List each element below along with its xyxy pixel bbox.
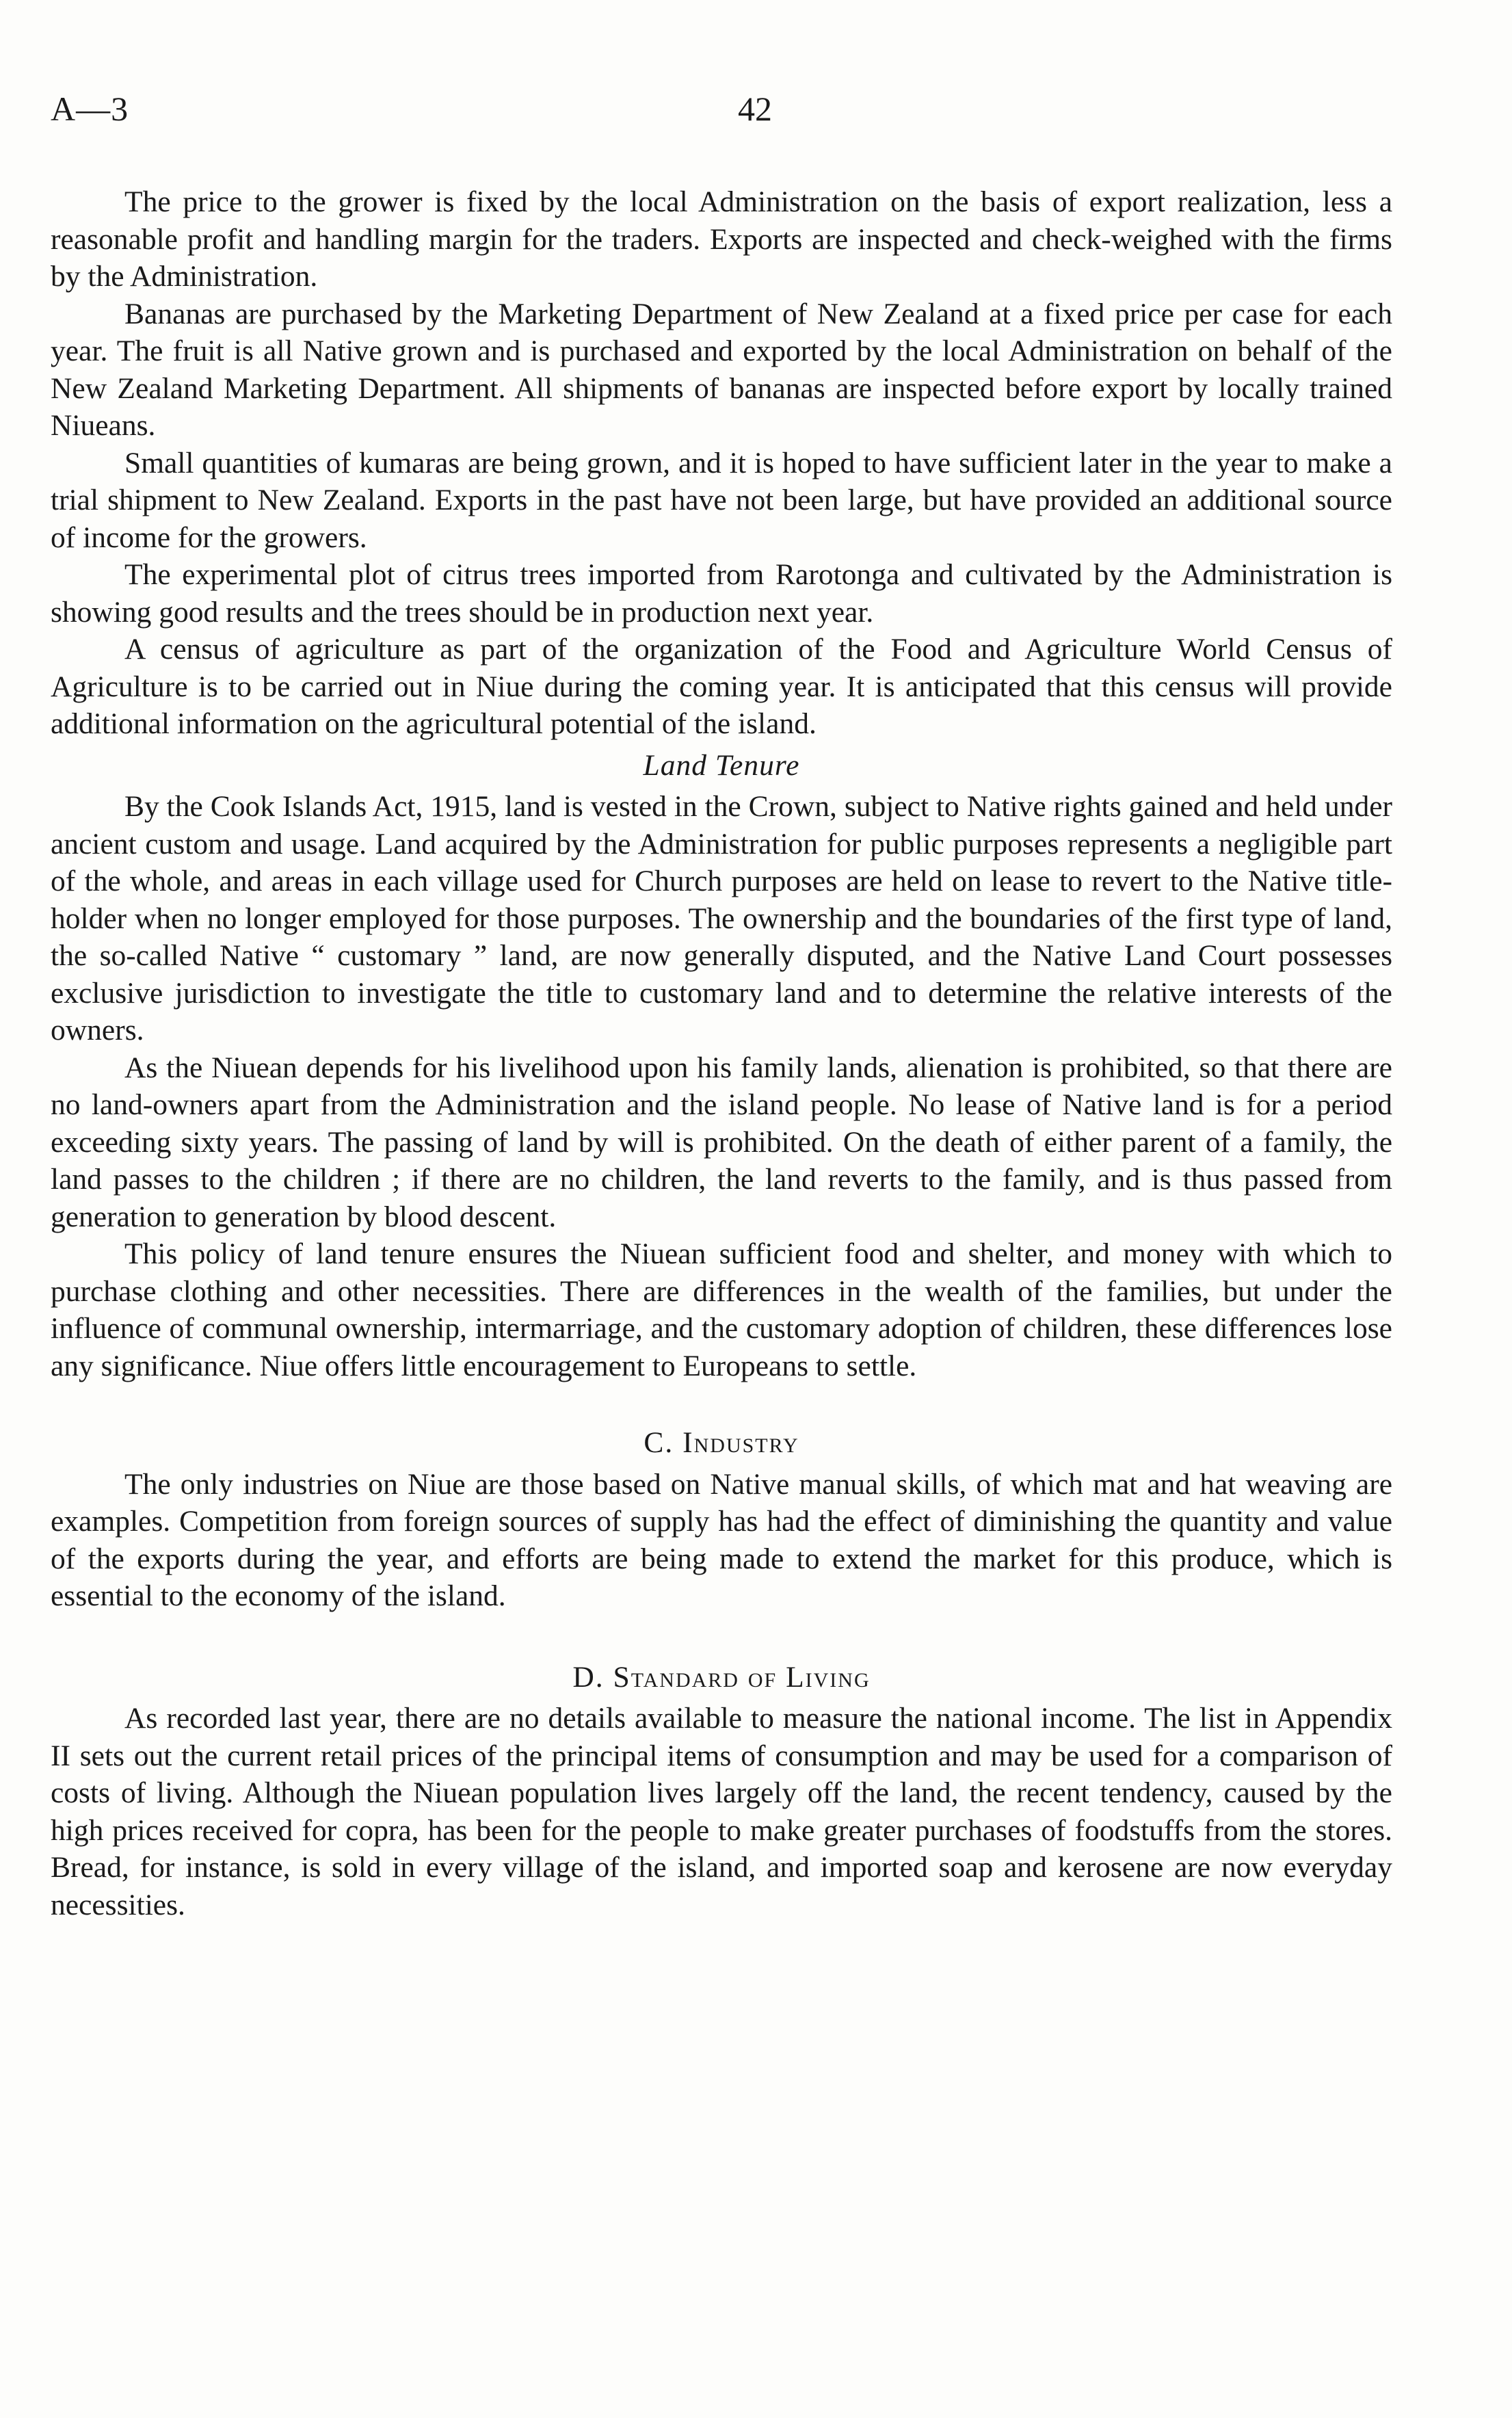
paragraph: The price to the grower is fixed by the local Administration on the basis of export realization, less a reasonable profit and handling margin for the traders. Exports are inspected and check-weighed with the firms by the Administration.: [51, 185, 1392, 293]
paragraph: The experimental plot of citrus trees imported from Rarotonga and cultivated by the Administration is showing good results and the trees should be in production next year.: [51, 558, 1392, 629]
paragraph: A census of agriculture as part of the organization of the Food and Agriculture World Census of Agriculture is to be carried out in Niue during the coming year. It is anticipated that this census will provide additional information on the agricultural potential of the island.: [51, 633, 1392, 740]
paragraph: As recorded last year, there are no details available to measure the national income. The list in Appendix II sets out the current retail prices of the principal items of consumption and may be used for a comparison of costs of living. Although the Niuean population lives largely off the land, the recent tendency, caused by the high prices received for copra, has been for the people to make greater purchases of foodstuffs from the stores. Bread, for instance, is sold in every village of the island, and imported soap and kerosene are now everyday necessities.: [51, 1702, 1392, 1921]
page-header: [51, 89, 1459, 137]
standard-of-living-heading: D. Standard of Living: [572, 1660, 871, 1694]
body-text: [51, 183, 1392, 1923]
paragraph: This policy of land tenure ensures the Niuean sufficient food and shelter, and money with which to purchase clothing and other necessities. There are differences in the wealth of the families, but under the influence of communal ownership, intermarriage, and the customary adoption of children, these differences lose any significance. Niue offers little encouragement to Europeans to settle.: [51, 1237, 1392, 1382]
page-number: 42: [738, 90, 772, 128]
paragraph: As the Niuean depends for his livelihood upon his family lands, alienation is prohibited, so that there are no land-owners apart from the Administration and the island people. No lease of Native land is for a period exceeding sixty years. The passing of land by will is prohibited. On the death of either parent of a family, the land passes to the children ; if there are no children, the land reverts to the family, and is thus passed from generation to generation by blood descent.: [51, 1051, 1392, 1233]
paragraph: Small quantities of kumaras are being grown, and it is hoped to have sufficient later in the year to make a trial shipment to New Zealand. Exports in the past have not been large, but have provided an additional source of income for the growers.: [51, 446, 1392, 554]
industry-heading: C. Industry: [644, 1426, 799, 1459]
paragraph: Bananas are purchased by the Marketing Department of New Zealand at a fixed price per case for each year. The fruit is all Native grown and is purchased and exported by the local Administration on behalf of the New Zealand Marketing Department. All shipments of bananas are inspected before export by locally trained Niueans.: [51, 297, 1392, 442]
document-reference: A—3: [51, 90, 129, 128]
paragraph: By the Cook Islands Act, 1915, land is vested in the Crown, subject to Native rights gained and held under ancient custom and usage. Land acquired by the Administration for public purposes represents a negligible part of the whole, and areas in each village used for Church purposes are held on lease to revert to the Native title-holder when no longer employed for those purposes. The ownership and the boundaries of the first type of land, the so-called Native “ customary ” land, are now generally disputed, and the Native Land Court possesses exclusive jurisdiction to investigate the title to customary land and to determine the relative interests of the owners.: [51, 790, 1392, 1047]
land-tenure-heading: Land Tenure: [643, 748, 800, 782]
paragraph: The only industries on Niue are those based on Native manual skills, of which mat and hat weaving are examples. Competition from foreign sources of supply has had the effect of diminishing the quantity and value of the exports during the year, and efforts are being made to extend the market for this produce, which is essential to the economy of the island.: [51, 1467, 1392, 1612]
